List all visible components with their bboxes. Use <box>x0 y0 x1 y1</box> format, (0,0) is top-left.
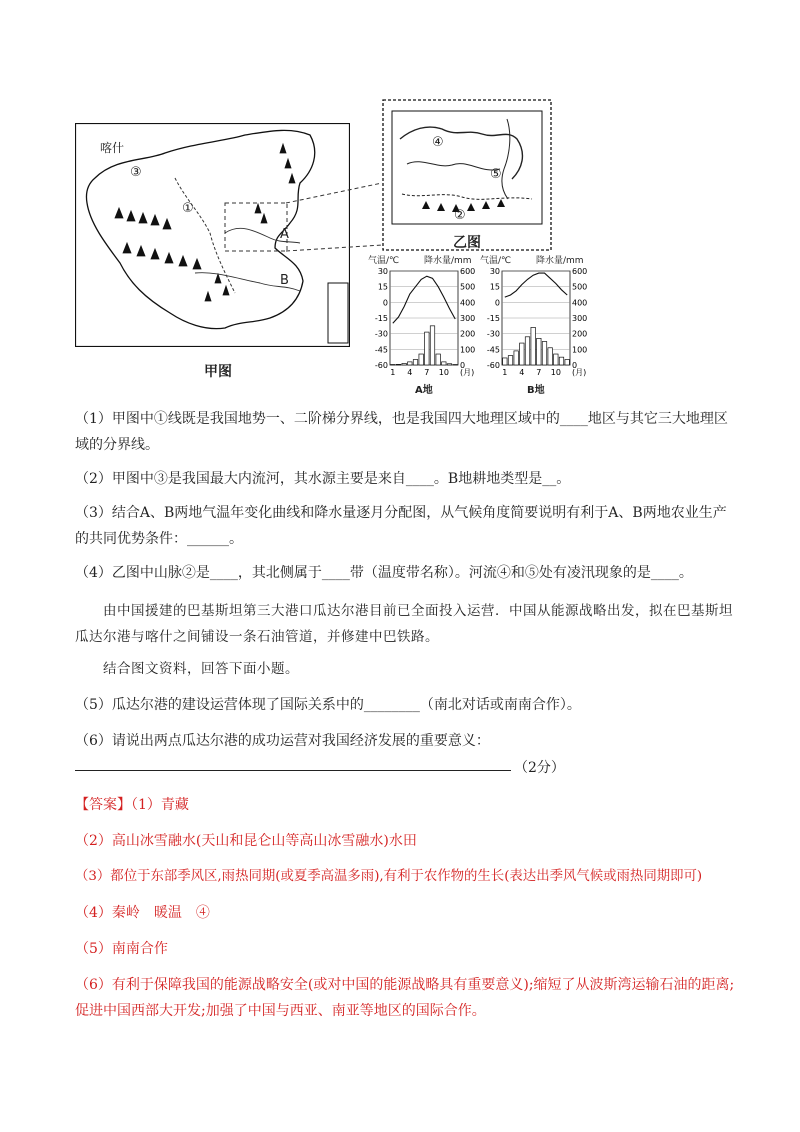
x-tick-label: 4 <box>407 368 413 377</box>
label-5: ⑤ <box>490 167 502 182</box>
precip-bar <box>548 348 552 365</box>
left-tick-label: 30 <box>377 267 388 276</box>
precip-bar <box>520 343 524 365</box>
precip-bar <box>554 354 558 365</box>
left-tick-label: 15 <box>489 282 500 292</box>
chart-b-left-label: 气温/℃ <box>480 256 512 266</box>
chart-b-right-label: 降水量/mm <box>536 256 584 266</box>
answer-4: （4）秦岭 暖温 ④ <box>75 905 210 921</box>
right-tick-label: 500 <box>572 282 588 292</box>
right-tick-label: 500 <box>460 282 476 292</box>
answer-blank-line <box>75 770 511 771</box>
answer-5: （5）南南合作 <box>75 941 168 957</box>
right-tick-label: 600 <box>460 267 476 276</box>
chart-a-left-label: 气温/℃ <box>368 256 400 266</box>
precip-bar <box>396 364 400 365</box>
x-tick-label: 1 <box>390 368 396 377</box>
precip-bar <box>430 326 434 365</box>
left-tick-label: -30 <box>486 329 500 339</box>
precip-bar <box>542 342 546 366</box>
inset-caption: 乙图 <box>453 235 481 251</box>
precip-bar <box>447 364 451 365</box>
right-tick-label: 200 <box>572 329 588 339</box>
precip-bar <box>419 354 423 365</box>
left-tick-label: -15 <box>374 314 388 323</box>
x-tick-label: 10 <box>550 368 561 377</box>
question-5: （5）瓜达尔港的建设运营体现了国际关系中的________（南北对话或南南合作）。 <box>75 697 581 713</box>
precip-bar <box>508 356 512 365</box>
precip-bar <box>436 354 440 365</box>
label-1: ① <box>182 201 194 216</box>
x-unit-label: (月) <box>572 368 587 377</box>
precip-bar <box>503 358 507 365</box>
x-unit-label: (月) <box>460 368 475 377</box>
left-tick-label: -45 <box>486 345 500 355</box>
left-tick-label: -30 <box>374 329 388 339</box>
temperature-line <box>505 273 567 297</box>
answer-1 <box>75 792 735 818</box>
precip-bar <box>514 351 518 365</box>
answer-6: （6）有利于保障我国的能源战略安全(或对中国的能源战略具有重要意义);缩短了从波斯湾运输石油的距离;促进中国西部大开发;加强了中国与西亚、南亚等地区的国际合作。 <box>75 977 735 1019</box>
precip-bar <box>413 360 417 365</box>
x-tick-label: 10 <box>438 368 449 377</box>
right-tick-label: 400 <box>460 298 476 308</box>
chart-a-plot <box>368 265 484 383</box>
precip-bar <box>537 338 541 365</box>
question-6: （6）请说出两点瓜达尔港的成功运营对我国经济发展的重要意义： <box>75 733 490 749</box>
climate-chart-a <box>368 253 484 395</box>
material-paragraph: 由中国援建的巴基斯坦第三大港口瓜达尔港目前已全面投入运营．中国从能源战略出发，拟在巴基斯坦瓜达尔港与喀什之间铺设一条石油管道，并修建中巴铁路。 <box>75 603 733 645</box>
precip-bar <box>531 327 535 365</box>
x-tick-label: 1 <box>502 368 508 377</box>
left-tick-label: 0 <box>494 298 500 308</box>
temperature-line <box>393 276 455 323</box>
precip-bar <box>402 363 406 365</box>
left-tick-label: -15 <box>486 314 500 323</box>
label-B: B <box>280 273 289 288</box>
precip-bar <box>525 337 529 365</box>
chart-a-right-label: 降水量/mm <box>424 256 472 266</box>
answer-tag: 【答案】 <box>75 797 131 813</box>
precip-bar <box>559 357 563 365</box>
left-tick-label: 30 <box>489 267 500 276</box>
label-2: ② <box>454 208 466 223</box>
left-tick-label: 0 <box>382 298 388 308</box>
right-tick-label: 400 <box>572 298 588 308</box>
label-kashgar: 喀什 <box>100 141 125 155</box>
material-instruction: 结合图文资料，回答下面小题。 <box>103 661 299 677</box>
right-tick-label: 0 <box>460 361 466 370</box>
label-3: ③ <box>130 165 142 180</box>
chart-a-caption: A地 <box>415 385 433 396</box>
x-tick-label: 7 <box>424 368 430 377</box>
question-4: （4）乙图中山脉②是____，其北侧属于____带（温度带名称）。河流④和⑤处有凌汛现象的是____。 <box>75 565 693 581</box>
answer-3: （3）都位于东部季风区,雨热同期(或夏季高温多雨),有利于农作物的生长(表达出季风气候或雨热同期即可) <box>75 869 703 884</box>
answer-2: （2）高山冰雪融水(天山和昆仑山等高山冰雪融水)水田 <box>75 833 417 849</box>
right-tick-label: 600 <box>572 267 588 276</box>
right-tick-label: 300 <box>572 314 588 323</box>
question-6-points: （2分） <box>514 760 565 776</box>
right-tick-label: 100 <box>572 345 588 355</box>
left-tick-label: 15 <box>377 282 388 292</box>
left-tick-label: -45 <box>374 345 388 355</box>
question-2: （2）甲图中③是我国最大内流河，其水源主要是来自____。B地耕地类型是__。 <box>75 471 571 487</box>
inset-map <box>382 99 552 251</box>
chart-b-plot <box>480 265 596 383</box>
left-tick-label: -60 <box>486 361 500 370</box>
precip-bar <box>408 362 412 365</box>
label-A: A <box>280 227 289 242</box>
answer-1-text: （1）青藏 <box>131 797 189 813</box>
precip-bar <box>442 362 446 365</box>
right-tick-label: 300 <box>460 314 476 323</box>
right-tick-label: 100 <box>460 345 476 355</box>
question-3: （3）结合A、B两地气温年变化曲线和降水量逐月分配图，从气候角度简要说明有利于A、B两地农业生产的共同优势条件：______。 <box>75 505 727 547</box>
main-map-caption: 甲图 <box>204 364 232 380</box>
precip-bar <box>425 332 429 365</box>
x-tick-label: 7 <box>536 368 542 377</box>
question-1: （1）甲图中①线既是我国地势一、二阶梯分界线，也是我国四大地理区域中的____地区与其它三大地理区域的分界线。 <box>75 411 728 453</box>
chart-b-caption: B地 <box>527 385 545 396</box>
right-tick-label: 0 <box>572 361 578 370</box>
climate-chart-b <box>480 253 596 395</box>
precip-bar <box>565 360 569 365</box>
map-figure <box>70 95 630 395</box>
left-tick-label: -60 <box>374 361 388 370</box>
right-tick-label: 200 <box>460 329 476 339</box>
x-tick-label: 4 <box>519 368 525 377</box>
label-4: ④ <box>432 135 444 150</box>
